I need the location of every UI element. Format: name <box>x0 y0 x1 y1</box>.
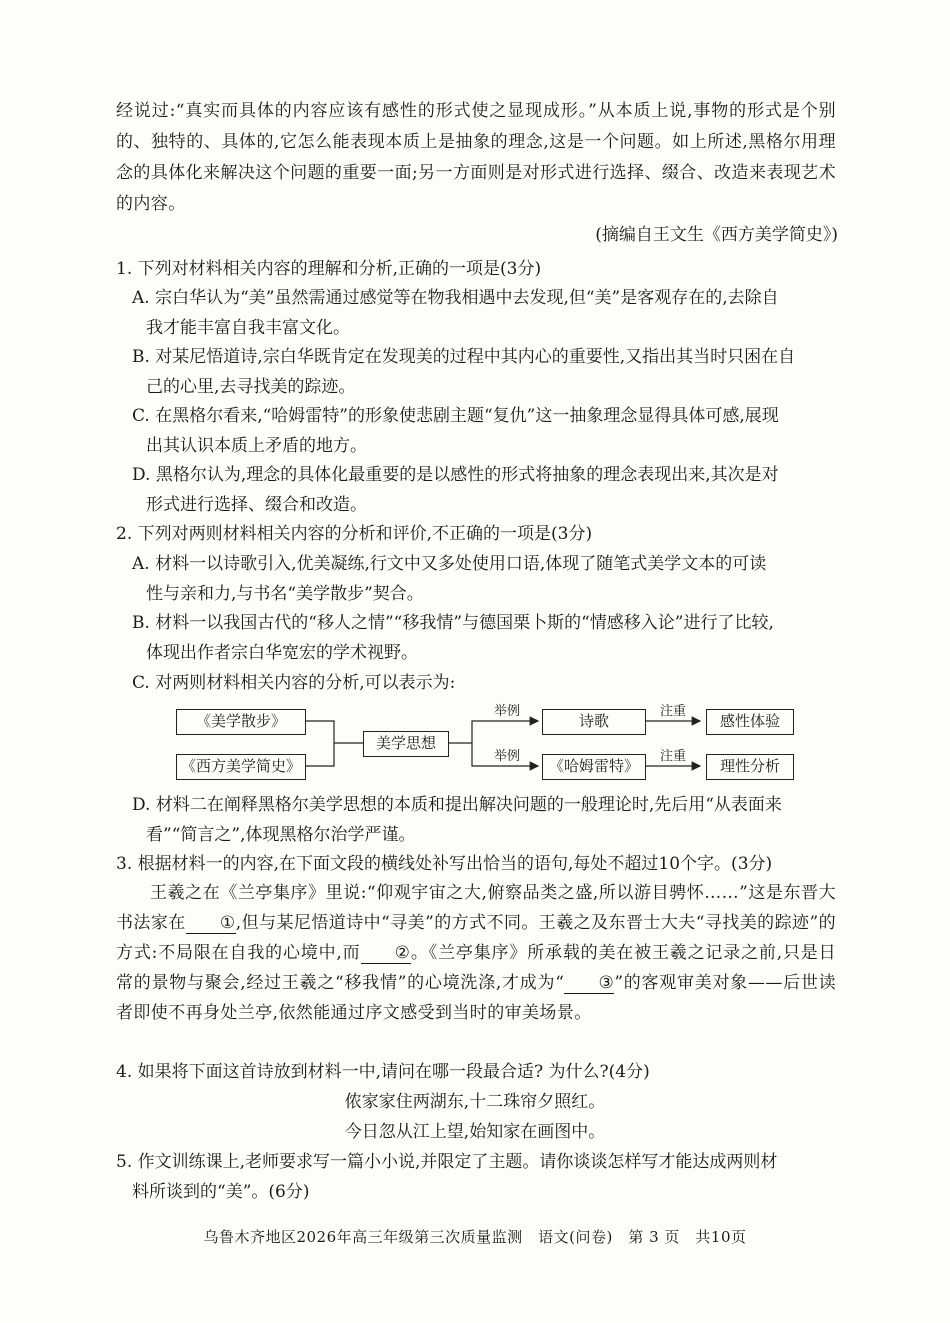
q2-option-d-line1: D. 材料二在阐释黑格尔美学思想的本质和提出解决问题的一般理论时,先后用“从表面来 <box>132 795 782 815</box>
q3-segment-3: 。《兰亭集序》所承载的美在被王羲之记录之前,只是日常的景物与聚会,经过王羲之“移我情”的心境洗涤,才成为“ <box>116 943 836 993</box>
q1-option-a-line2: 我才能丰富自我丰富文化。 <box>146 318 350 338</box>
arrow-to-poem <box>449 721 538 743</box>
q3-passage <box>116 878 836 1028</box>
example-label-top: 举例 <box>494 704 521 719</box>
q1-option-c-line1: C. 在黑格尔看来,“哈姆雷特”的形象使悲剧主题“复仇”这一抽象理念显得具体可感,展现 <box>132 406 779 426</box>
q1-option-d-line2: 形式进行选择、缀合和改造。 <box>146 495 367 515</box>
question-5-line1: 5. 作文训练课上,老师要求写一篇小小说,并限定了主题。请你谈谈怎样写才能达成两则材 <box>116 1152 778 1172</box>
page-footer: 乌鲁木齐地区2026年高三年级第三次质量监测 语文(问卷) 第 3 页 共10页 <box>203 1228 747 1246</box>
question-5-line2: 料所谈到的“美”。(6分) <box>132 1182 310 1202</box>
q2-option-d-line2: 看”“简言之”,体现黑格尔治学严谨。 <box>146 825 416 845</box>
q2-option-b-line1: B. 材料一以我国古代的“移人之情”“移我情”与德国栗卜斯的“情感移入论”进行了比较, <box>132 613 774 633</box>
q3-segment-4: ”的客观审美对象——后世读者即使不再身处兰亭,依然能通过序文感受到当时的审美场景。 <box>116 973 836 1023</box>
q3-segment-2: ,但与某尼悟道诗中“寻美”的方式不同。王羲之及东晋士大夫“寻找美的踪迹”的方式:不局限在自我的心境中,而 <box>116 913 836 963</box>
question-4-stem: 4. 如果将下面这首诗放到材料一中,请问在哪一段最合适? 为什么?(4分) <box>116 1062 650 1082</box>
center-box: 美学思想 <box>363 731 449 757</box>
q1-option-b-line2: 己的心里,去寻找美的踪迹。 <box>146 377 356 397</box>
q3-segment-1: 王羲之在《兰亭集序》里说:“仰观宇宙之大,俯察品类之盛,所以游目骋怀……”这是东晋大书法家在 <box>116 883 836 933</box>
q2-option-c: C. 对两则材料相关内容的分析,可以表示为: <box>132 673 456 693</box>
question-2-stem: 2. 下列对两则材料相关内容的分析和评价,不正确的一项是(3分) <box>116 524 593 544</box>
poem-line-2: 今日忽从江上望,始知家在画图中。 <box>344 1122 606 1142</box>
intro-paragraph: 经说过:“真实而具体的内容应该有感性的形式使之显现成形。”从本质上说,事物的形式是个别的、独特的、具体的,它怎么能表现本质上是抽象的理念,这是一个问题。如上所述,黑格尔用理念的具体化来解决这个问题的重要一面;另一方面则是对形式进行选择、缀合、改造来表现艺术的内容。 <box>116 101 836 214</box>
example-label-bottom: 举例 <box>494 749 521 764</box>
focus-label-bottom: 注重 <box>660 749 687 764</box>
q1-option-c-line2: 出其认识本质上矛盾的地方。 <box>146 436 367 456</box>
q2-option-a-line1: A. 材料一以诗歌引入,优美凝练,行文中又多处使用口语,体现了随笔式美学文本的可读 <box>132 554 767 574</box>
sensory-box: 感性体验 <box>706 709 794 735</box>
source-citation: (摘编自王文生《西方美学简史》) <box>595 225 838 245</box>
question-1-stem: 1. 下列对材料相关内容的理解和分析,正确的一项是(3分) <box>116 259 542 279</box>
poem-line-1: 侬家家住两湖东,十二珠帘夕照红。 <box>344 1092 606 1112</box>
book1-box: 《美学散步》 <box>176 709 306 735</box>
q1-option-b-line1: B. 对某尼悟道诗,宗白华既肯定在发现美的过程中其内心的重要性,又指出其当时只困在自 <box>132 347 796 367</box>
poem-box: 诗歌 <box>542 709 646 735</box>
blank-2[interactable]: ② <box>361 943 411 964</box>
blank-1[interactable]: ① <box>186 913 236 934</box>
hamlet-box: 《哈姆雷特》 <box>542 754 646 780</box>
q1-option-a-line1: A. 宗白华认为“美”虽然需通过感觉等在物我相遇中去发现,但“美”是客观存在的,去除自 <box>132 288 779 308</box>
rational-box: 理性分析 <box>706 754 794 780</box>
focus-label-top: 注重 <box>660 704 687 719</box>
blank-3[interactable]: ③ <box>564 973 614 994</box>
question-3-stem: 3. 根据材料一的内容,在下面文段的横线处补写出恰当的语句,每处不超过10个字。(3分) <box>116 854 773 874</box>
bracket-line <box>306 721 334 766</box>
q2-option-d <box>132 790 836 850</box>
q2-option-a-line2: 性与亲和力,与书名“美学散步”契合。 <box>146 584 424 604</box>
q2-option-b-line2: 体现出作者宗白华宽宏的学术视野。 <box>146 643 418 663</box>
book2-box: 《西方美学简史》 <box>176 754 306 780</box>
q1-option-d-line1: D. 黑格尔认为,理念的具体化最重要的是以感性的形式将抽象的理念表现出来,其次是对 <box>132 465 779 485</box>
